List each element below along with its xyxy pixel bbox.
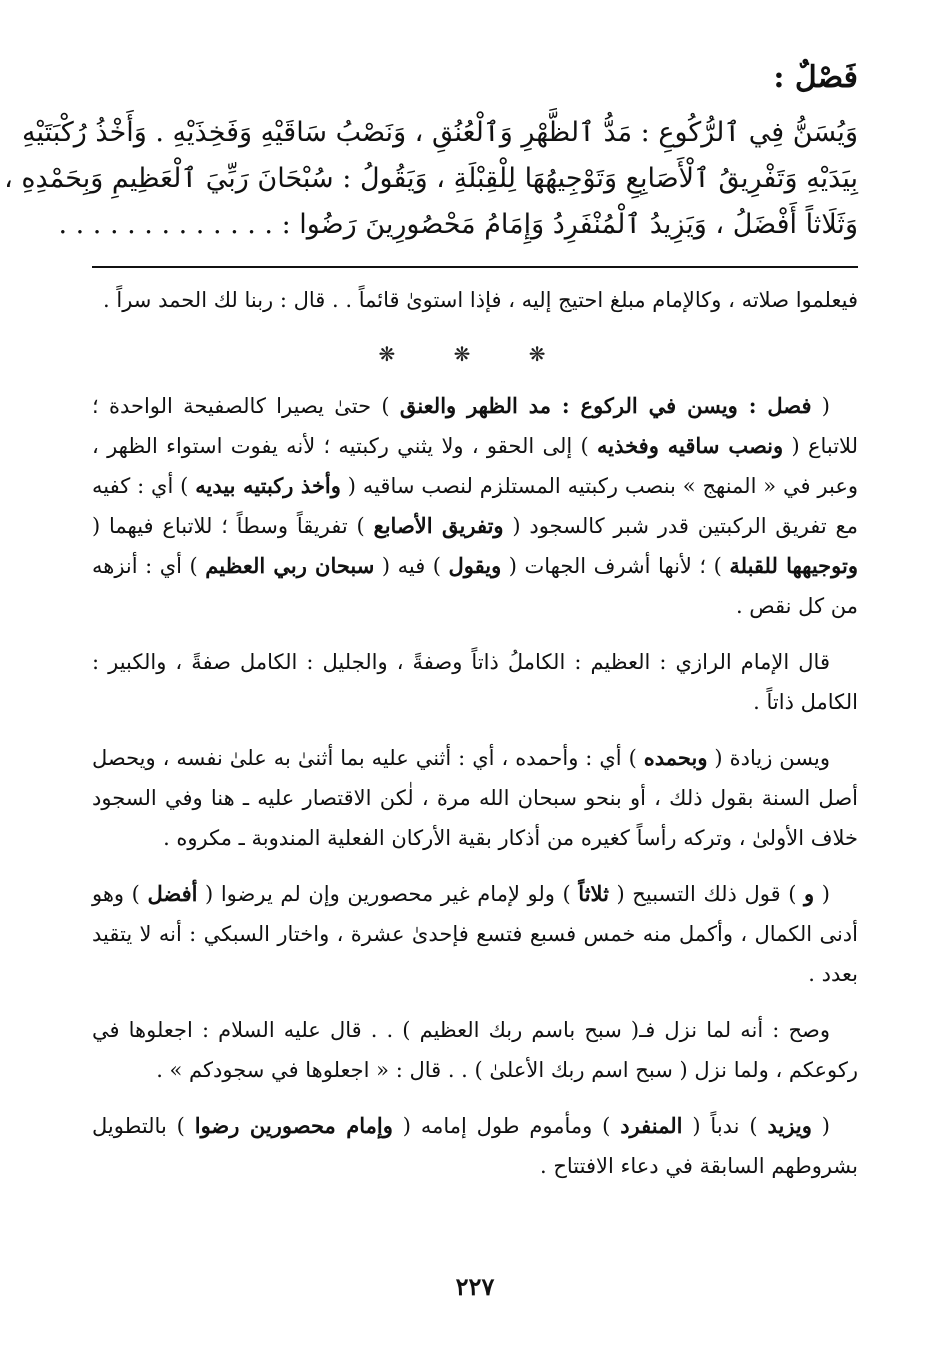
commentary-paragraph: ( و ) قول ذلك التسبيح ( ثلاثاً ) ولو لإمام غير محصورين وإن لم يرضوا ( أفضل ) وهو أدنى الكمال ، وأكمل منه خمس فسبع فتسع فإحدىٰ عشرة ، واختار السبكي : أنه لا يتقيد بعدد .	[92, 881, 858, 986]
quoted-matn: أفضل	[147, 881, 198, 906]
asterism-separator: ❋ ❋ ❋	[378, 342, 572, 366]
quoted-matn: وبحمده	[643, 745, 708, 770]
matn-line: وَيُسَنُّ فِي ٱلرُّكُوعِ : مَدُّ ٱلظَّهْرِ وَٱلْعُنُقِ ، وَنَصْبُ سَاقَيْهِ وَفَخِذَيْهِ . وَأَخْذُ رُكْبَتَيْهِ	[22, 117, 858, 148]
quoted-matn: ويقول	[448, 553, 502, 578]
commentary-paragraph: ( فصل : ويسن في الركوع : مد الظهر والعنق ) حتىٰ يصيرا كالصفيحة الواحدة ؛ للاتباع ( ونصب ساقيه وفخذيه ) إلى الحقو ، ولا يثني ركبتيه ؛ لأنه يفوت استواء الظهر ، وعبر في « المنهج » بنصب ركبتيه المستلزم لنصب ساقيه ( وأخذ ركبتيه بيديه ) أي : كفيه مع تفريق الركبتين قدر شبر كالسجود ( وتفريق الأصابع ) تفريقاً وسطاً ؛ للاتباع فيهما ( وتوجيهها للقبلة ) ؛ لأنها أشرف الجهات ( ويقول ) فيه ( سبحان ربي العظيم ) أي : أنزهه من كل نقص .	[92, 393, 858, 618]
quoted-matn: و	[804, 881, 815, 906]
matn-line: بِيَدَيْهِ وَتَفْرِيقُ ٱلْأَصَابِعِ وَتَوْجِيهُهَا لِلْقِبْلَةِ ، وَيَقُولُ : سُبْحَانَ رَبِّيَ ٱلْعَظِيمِ وَبِحَمْدِهِ ،	[4, 163, 858, 194]
commentary-paragraph: ويسن زيادة ( وبحمده ) أي : وأحمده ، أي : أثني عليه بما أثنىٰ به علىٰ نفسه ، ويحصل أصل السنة بقول ذلك ، أو بنحو سبحان الله مرة ، لٰكن الاقتصار عليه ـ هنا وفي السجود خلاف الأولىٰ ، وتركه رأساً كغيره من أذكار بقية الأركان الفعلية المندوبة ـ مكروه .	[92, 745, 858, 850]
footnote-text: فيعلموا صلاته ، وكالإمام مبلغ احتيج إليه ، فإذا استوىٰ قائماً . . قال : ربنا لك الحمد سراً .	[103, 288, 858, 312]
quoted-matn: فصل : ويسن في الركوع : مد الظهر والعنق	[399, 393, 812, 418]
quoted-matn: المنفرد	[620, 1113, 683, 1138]
quoted-matn: وتوجيهها للقبلة	[729, 553, 858, 578]
quoted-matn: وتفريق الأصابع	[373, 513, 504, 538]
commentary-paragraph: قال الإمام الرازي : العظيم : الكاملُ ذاتاً وصفةً ، والجليل : الكامل صفةً ، والكبير : الكامل ذاتاً .	[92, 650, 858, 714]
page-number: ٢٢٧	[455, 1272, 495, 1301]
commentary-paragraph: وصح : أنه لما نزل فـ( سبح باسم ربك العظيم ) . . قال عليه السلام : اجعلوها في ركوعكم ، ولما نزل ( سبح اسم ربك الأعلىٰ ) . . قال : « اجعلوها في سجودكم » .	[92, 1018, 858, 1082]
quoted-matn: وأخذ ركبتيه بيديه	[195, 473, 341, 498]
divider-rule	[92, 266, 858, 268]
quoted-matn: ونصب ساقيه وفخذيه	[597, 433, 784, 458]
matn-line: وَثَلَاثاً أَفْضَلُ ، وَيَزِيدُ ٱلْمُنْفَرِدُ وَإِمَامُ مَحْصُورِينَ رَضُوا : . . . . . . . . . . . . .	[58, 209, 858, 240]
quoted-matn: ويزيد	[767, 1113, 812, 1138]
quoted-matn: سبحان ربي العظيم	[205, 553, 375, 578]
quoted-matn: وإمام محصورين رضوا	[194, 1113, 393, 1138]
book-page	[4, 58, 858, 1331]
quoted-matn: ثلاثاً	[578, 881, 609, 906]
commentary-paragraph: ( ويزيد ) ندباً ( المنفرد ) ومأموم طول إمامه ( وإمام محصورين رضوا ) بالتطويل بشروطهم السابقة في دعاء الافتتاح .	[92, 1113, 858, 1178]
section-heading: فَصْلٌ :	[773, 60, 858, 95]
